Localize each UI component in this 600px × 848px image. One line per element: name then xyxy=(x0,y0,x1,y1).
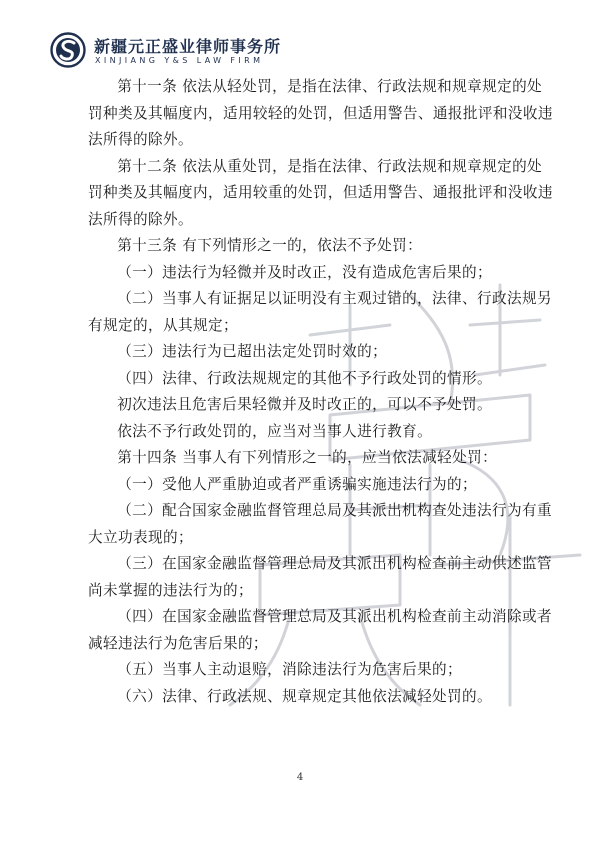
article-14-item-4: （四）在国家金融监督管理总局及其派出机构检查前主动消除或者减轻违法行为危害后果的； xyxy=(88,608,553,652)
page-number: 4 xyxy=(296,772,304,783)
article-14-paragraph: 第十四条 当事人有下列情形之一的，应当依法减轻处罚： xyxy=(117,449,498,466)
education-paragraph: 依法不予行政处罚的，应当对当事人进行教育。 xyxy=(117,422,433,440)
article-14-item-2: （二）配合国家金融监督管理总局及其派出机构查处违法行为有重大立功表现的； xyxy=(88,502,553,546)
article-14-item-6: （六）法律、行政法规、规章规定其他依法减轻处罚的。 xyxy=(117,687,493,705)
document-body xyxy=(88,74,554,710)
letterhead xyxy=(50,30,550,70)
article-13-paragraph: 第十三条 有下列情形之一的，依法不予处罚： xyxy=(117,237,423,254)
firm-name: 新疆元正盛业律师事务所 xyxy=(94,37,282,56)
article-12-paragraph: 第十二条 依法从重处罚，是指在法律、行政法规和规章规定的处罚种类及其幅度内，适用较重的处罚，但适用警告、通报批评和没收违法所得的除外。 xyxy=(88,157,553,228)
article-11-paragraph: 第十一条 依法从轻处罚，是指在法律、行政法规和规章规定的处罚种类及其幅度内，适用较轻的处罚，但适用警告、通报批评和没收违法所得的除外。 xyxy=(88,78,553,148)
article-13-item-1: （一）违法行为轻微并及时改正，没有造成危害后果的； xyxy=(117,263,493,281)
article-14-item-1: （一）受他人严重胁迫或者严重诱骗实施违法行为的； xyxy=(117,475,478,493)
article-14-item-3: （三）在国家金融监督管理总局及其派出机构检查前主动供述监管尚未掌握的违法行为的； xyxy=(88,555,553,599)
article-13-item-3: （三）违法行为已超出法定处罚时效的； xyxy=(117,343,388,360)
firm-name-english: XINJIANG Y&S LAW FIRM xyxy=(95,56,264,65)
firm-logo-icon xyxy=(50,32,86,68)
article-13-item-4: （四）法律、行政法规规定的其他不予行政处罚的情形。 xyxy=(117,369,493,387)
first-offense-paragraph: 初次违法且危害后果轻微并及时改正的，可以不予处罚。 xyxy=(117,396,493,413)
article-13-item-2: （二）当事人有证据足以证明没有主观过错的，法律、行政法规另有规定的，从其规定； xyxy=(88,290,553,334)
article-14-item-5: （五）当事人主动退赔，消除违法行为危害后果的； xyxy=(117,661,463,678)
